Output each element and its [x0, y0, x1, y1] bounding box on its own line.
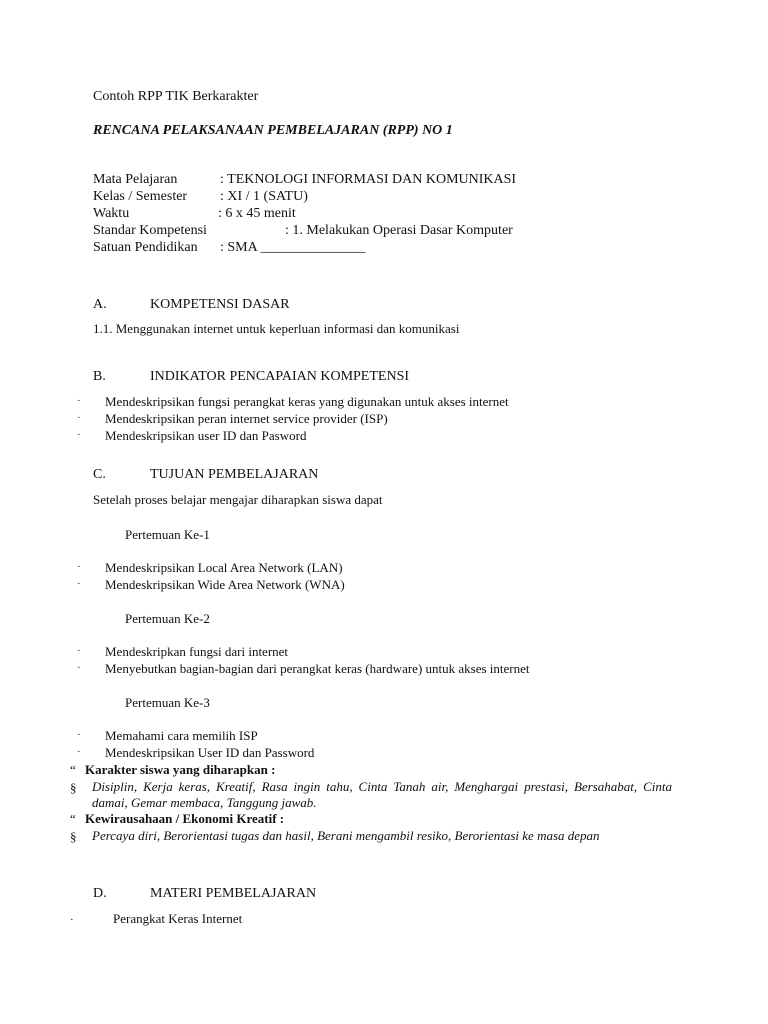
meeting-label: Pertemuan Ke-2 [125, 611, 210, 626]
section-b-letter: B. [93, 369, 106, 384]
quote-mark: “ [70, 762, 76, 777]
list-item: Mendeskripsikan user ID dan Pasword [105, 428, 307, 443]
identity-label: Waktu [93, 206, 130, 221]
bullet-dot: · [77, 395, 81, 407]
identity-value: : TEKNOLOGI INFORMASI DAN KOMUNIKASI [220, 172, 517, 187]
section-b-title: INDIKATOR PENCAPAIAN KOMPETENSI [150, 369, 410, 384]
bullet-dot: · [77, 561, 81, 573]
karakter-text: Disiplin, Kerja keras, Kreatif, Rasa ingin tahu, Cinta Tanah air, Menghargai prestasi, Bersahabat, Cinta damai, Gemar membaca, Tanggung jawab. [92, 779, 672, 810]
quote-mark: “ [70, 811, 76, 826]
list-item: Menyebutkan bagian-bagian dari perangkat keras (hardware) untuk akses internet [105, 661, 530, 676]
bullet-dot: · [77, 662, 81, 674]
section-d-title: MATERI PEMBELAJARAN [150, 886, 317, 901]
section-c-title: TUJUAN PEMBELAJARAN [150, 467, 319, 482]
list-item: Mendeskripsikan fungsi perangkat keras yang digunakan untuk akses internet [105, 394, 509, 409]
doc-title: Contoh RPP TIK Berkarakter [93, 89, 259, 104]
meeting-label: Pertemuan Ke-3 [125, 695, 210, 710]
identity-label: Standar Kompetensi [93, 223, 207, 238]
list-item: Mendeskripsikan Local Area Network (LAN) [105, 560, 343, 575]
identity-value: : XI / 1 (SATU) [220, 189, 308, 204]
section-c-intro: Setelah proses belajar mengajar diharapkan siswa dapat [93, 492, 383, 507]
karakter-title: Karakter siswa yang diharapkan : [85, 762, 276, 777]
list-item: Memahami cara memilih ISP [105, 728, 258, 743]
identity-value: : SMA _______________ [220, 240, 366, 255]
list-item: Mendeskripsikan peran internet service provider (ISP) [105, 411, 388, 426]
identity-value: : 1. Melakukan Operasi Dasar Komputer [285, 223, 513, 238]
kewirausahaan-title: Kewirausahaan / Ekonomi Kreatif : [85, 811, 285, 826]
bullet-dot: · [77, 412, 81, 424]
list-item: Mendeskripsikan User ID dan Password [105, 745, 315, 760]
identity-label: Kelas / Semester [93, 189, 188, 204]
section-mark: § [70, 780, 77, 795]
section-a-letter: A. [93, 297, 107, 312]
section-a-text: 1.1. Menggunakan internet untuk keperluan informasi dan komunikasi [93, 321, 460, 336]
identity-label: Mata Pelajaran [93, 172, 178, 187]
identity-value: : 6 x 45 menit [218, 206, 296, 221]
list-item: Mendeskripsikan Wide Area Network (WNA) [105, 577, 345, 592]
bullet-dot: · [70, 914, 74, 926]
rpp-heading: RENCANA PELAKSANAAN PEMBELAJARAN (RPP) NO 1 [93, 123, 453, 138]
bullet-dot: · [77, 746, 81, 758]
section-c-letter: C. [93, 467, 106, 482]
meeting-label: Pertemuan Ke-1 [125, 527, 210, 542]
bullet-dot: · [77, 729, 81, 741]
bullet-dot: · [77, 578, 81, 590]
list-item: Perangkat Keras Internet [113, 911, 243, 926]
section-a-title: KOMPETENSI DASAR [150, 297, 290, 312]
bullet-dot: · [77, 429, 81, 441]
list-item: Mendeskripkan fungsi dari internet [105, 644, 289, 659]
section-d-letter: D. [93, 886, 107, 901]
identity-label: Satuan Pendidikan [93, 240, 198, 255]
kewirausahaan-text: Percaya diri, Berorientasi tugas dan hasil, Berani mengambil resiko, Berorientasi ke masa depan [92, 828, 600, 843]
bullet-dot: · [77, 645, 81, 657]
section-mark: § [70, 829, 77, 844]
